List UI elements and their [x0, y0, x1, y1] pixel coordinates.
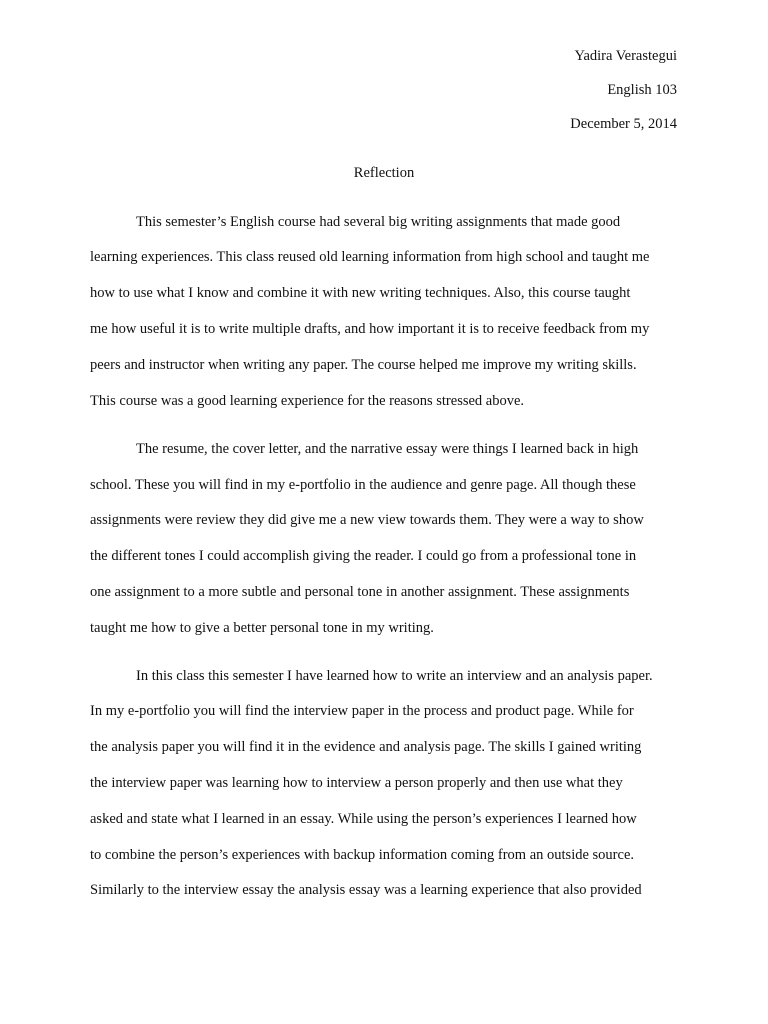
document-title: Reflection [353, 165, 415, 181]
paragraph-line: This semester’s English course had several big writing assignments that made good [136, 214, 621, 230]
paragraph-line: peers and instructor when writing any paper. The course helped me improve my writing skills. [90, 357, 637, 373]
paragraph-line: assignments were review they did give me a new view towards them. They were a way to show [90, 512, 644, 528]
paragraph-line: school. These you will find in my e-portfolio in the audience and genre page. All though these [90, 477, 636, 493]
paragraph-line: the different tones I could accomplish giving the reader. I could go from a professional tone in [90, 548, 637, 564]
paragraph-line: to combine the person’s experiences with backup information coming from an outside source. [90, 847, 635, 863]
paragraph-line: In my e-portfolio you will find the interview paper in the process and product page. While for [90, 703, 634, 719]
document-date: December 5, 2014 [570, 116, 677, 132]
paragraph-line: how to use what I know and combine it with new writing techniques. Also, this course taught [90, 285, 631, 301]
paragraph-line: me how useful it is to write multiple drafts, and how important it is to receive feedback from my [90, 321, 650, 337]
paragraph-line: asked and state what I learned in an essay. While using the person’s experiences I learned how [90, 811, 637, 827]
paragraph-line: The resume, the cover letter, and the narrative essay were things I learned back in high [136, 441, 639, 457]
paragraph-line: learning experiences. This class reused old learning information from high school and taught me [90, 249, 650, 265]
paragraph-line: Similarly to the interview essay the analysis essay was a learning experience that also provided [90, 882, 642, 898]
paragraph-line: This course was a good learning experience for the reasons stressed above. [90, 393, 525, 409]
paragraph-line: the analysis paper you will find it in the evidence and analysis page. The skills I gained writing [90, 739, 642, 755]
paragraph-line: the interview paper was learning how to interview a person properly and then use what they [90, 775, 623, 791]
paragraph-line: taught me how to give a better personal tone in my writing. [90, 620, 434, 636]
course-name: English 103 [607, 82, 677, 98]
paragraph-line: In this class this semester I have learned how to write an interview and an analysis paper. [136, 668, 653, 684]
author-name: Yadira Verastegui [574, 48, 677, 64]
paragraph-line: one assignment to a more subtle and personal tone in another assignment. These assignments [90, 584, 630, 600]
